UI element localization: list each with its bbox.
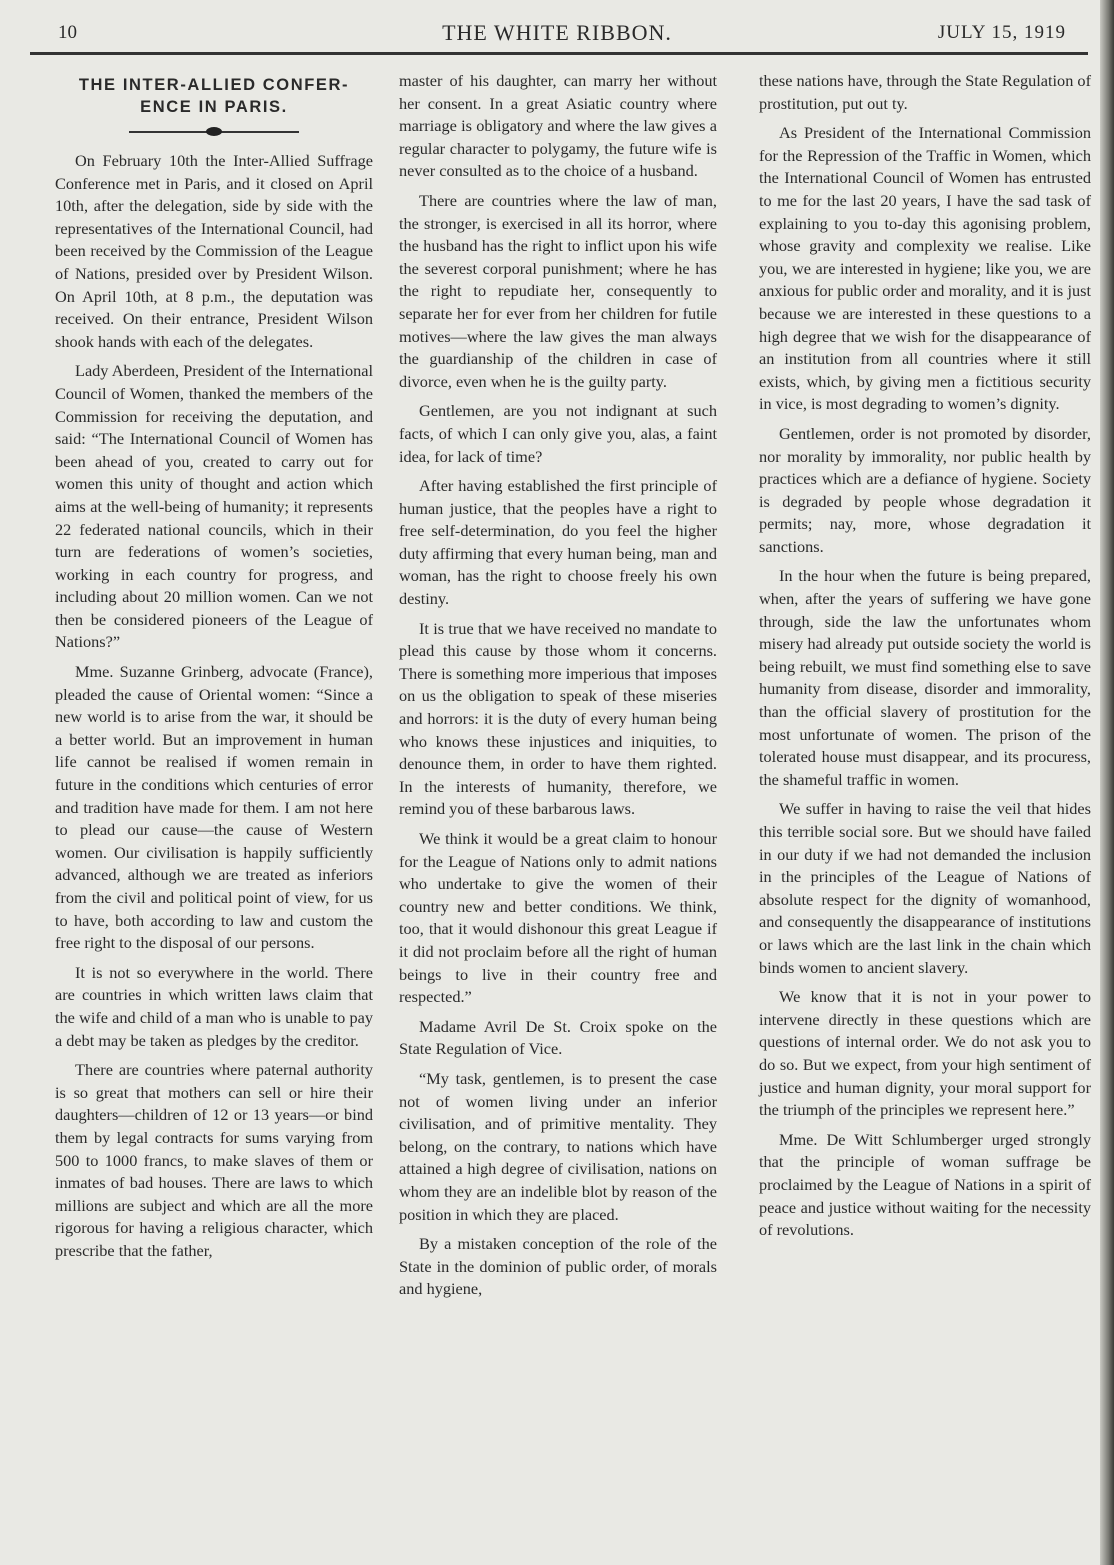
page-header	[48, 14, 1066, 54]
paragraph: Lady Aberdeen, President of the International Council of Women, thanked the members of the Commission for receiving the deputation, and said: “The International Council of Women has been ahead of you, created to carry out for women this unity of thought and action which aims at the well-being of humanity; it represents 22 federated national councils, which in their turn are federations of women’s societies, working in each country for progress, and including about 20 million women. Can we not then be considered pioneers of the League of Nations?”	[55, 361, 373, 652]
paragraph: Mme. Suzanne Grinberg, advocate (France), pleaded the cause of Oriental women: “Since a new world is to arise from the war, it should be a better world. But an improvement in human life cannot be realised if women remain in future in the conditions which centuries of error and tradition have made for them. I am not here to plead our cause—the cause of Western women. Our civilisation is happily sufficiently advanced, although we are treated as inferiors from the civil and political point of view, for us to have, both according to law and custom the free right to the disposal of our persons.	[55, 662, 373, 953]
paragraph: It is not so everywhere in the world. There are countries in which written laws claim that the wife and child of a man who is unable to pay a debt may be taken as pledges by the creditor.	[55, 962, 373, 1050]
paragraph: We think it would be a great claim to honour for the League of Nations only to admit nations who undertake to give the women of their country new and better conditions. We think, too, that it would dishonour this great League if it did not proclaim before all the right of human beings to live in their country free and respected.”	[399, 829, 717, 1007]
paragraph: Gentlemen, are you not indignant at such facts, of which I can only give you, alas, a faint idea, for lack of time?	[399, 401, 717, 466]
column-3	[759, 70, 1091, 1249]
paragraph: We know that it is not in your power to intervene directly in these questions which are questions of internal order. We do not ask you to do so. But we expect, from your high sentiment of justice and human dignity, your moral support for the triumph of the principles we represent here.”	[759, 987, 1091, 1120]
article-title	[55, 74, 373, 118]
paragraph: After having established the first principle of human justice, that the peoples have a right to free self-determination, do you feel the higher duty affirming that every human being, man and woman, has the right to choose freely his own destiny.	[399, 476, 717, 609]
paragraph: master of his daughter, can marry her without her consent. In a great Asiatic country where marriage is obligatory and where the law gives a regular character to polygamy, the future wife is never consulted as to the choice of a husband.	[399, 71, 717, 181]
header-rule	[30, 52, 1088, 55]
column-2	[399, 70, 717, 1308]
page-number: 10	[58, 22, 77, 43]
page-edge-shadow	[1100, 0, 1114, 1565]
paragraph: Madame Avril De St. Croix spoke on the State Regulation of Vice.	[399, 1016, 717, 1059]
paragraph: By a mistaken conception of the role of the State in the dominion of public order, of morals and hygiene,	[399, 1234, 717, 1299]
article-title-line-2: ENCE IN PARIS.	[140, 98, 288, 116]
paragraph: On February 10th the Inter-Allied Suffrage Conference met in Paris, and it closed on April 10th, after the delegation, side by side with the representatives of the International Council, had been received by the Commission of the League of Nations, presided over by President Wilson. On April 10th, at 8 p.m., the deputation was received. On their entrance, President Wilson shook hands with each of the delegates.	[55, 151, 373, 351]
publication-title: THE WHITE RIBBON.	[442, 20, 672, 45]
paragraph: It is true that we have received no mandate to plead this cause by those whom it concerns. There is something more imperious that imposes on us the obligation to speak of these miseries and horrors: it is the duty of every human being who knows these injustices and iniquities, to denounce them, in order to have them righted. In the interests of humanity, therefore, we remind you of these barbarous laws.	[399, 618, 717, 819]
issue-date: JULY 15, 1919	[937, 22, 1066, 43]
paragraph: Gentlemen, order is not promoted by disorder, nor morality by immorality, nor public health by practices which are a defiance of hygiene. Society is degraded by people whose degradation it permits; nay, more, whose degradation it sanctions.	[759, 423, 1091, 556]
paragraph: In the hour when the future is being prepared, when, after the years of suffering we have gone through, side the law the unfortunates whom misery had already put outside society the world is being rebuilt, we must find something else to save humanity from disease, disorder and immorality, than the official slavery of prostitution for the most unfortunate of women. The prison of the tolerated house must disappear, and its procuress, the shameful traffic in women.	[759, 566, 1091, 789]
paragraph: We suffer in having to raise the veil that hides this terrible social sore. But we should have failed in our duty if we had not demanded the inclusion in the principles of the League of Nations of absolute respect for the dignity of womanhood, and consequently the disappearance of institutions or laws which are the last link in the chain which binds women to ancient slavery.	[759, 799, 1091, 977]
article-title-line-1: THE INTER-ALLIED CONFER-	[78, 76, 350, 94]
paragraph: “My task, gentlemen, is to present the case not of women living under an inferior civilisation, and of primitive mentality. They belong, on the contrary, to nations which have attained a high degree of civilisation, nations on whom they are an indelible blot by reason of the position in which they are placed.	[399, 1068, 717, 1224]
column-1	[55, 70, 373, 1270]
paragraph: these nations have, through the State Regulation of prostitution, put out ty.	[759, 71, 1091, 113]
paragraph: There are countries where paternal authority is so great that mothers can sell or hire their daughters—children of 12 or 13 years—or bind them by legal contracts for sums varying from 500 to 1000 francs, to make slaves of them or inmates of bad houses. There are laws to which millions are subject and which are all the more rigorous for having a religious character, which prescribe that the father,	[55, 1060, 373, 1260]
title-ornament	[129, 126, 299, 138]
paragraph: Mme. De Witt Schlumberger urged strongly that the principle of woman suffrage be proclaimed by the League of Nations in a spirit of peace and justice without waiting for the necessity of revolutions.	[759, 1129, 1091, 1240]
paragraph: As President of the International Commission for the Repression of the Traffic in Women, which the International Council of Women has entrusted to me for the last 20 years, I have the sad task of explaining to you to-day this agonising problem, whose gravity and complexity we realise. Like you, we are interested in hygiene; like you, we are anxious for public order and morality, and it is just because we are interested in these questions to a high degree that we wish for the disappearance of an institution from all countries where it still exists, which, by giving men a fictitious security in vice, is most degrading to women’s dignity.	[759, 123, 1091, 414]
paragraph: There are countries where the law of man, the stronger, is exercised in all its horror, where the husband has the right to inflict upon his wife the severest corporal punishment; where he has the right to repudiate her, consequently to separate her for ever from her children for futile motives—where the law gives the man always the guardianship of the children in case of divorce, even when he is the guilty party.	[399, 190, 717, 391]
